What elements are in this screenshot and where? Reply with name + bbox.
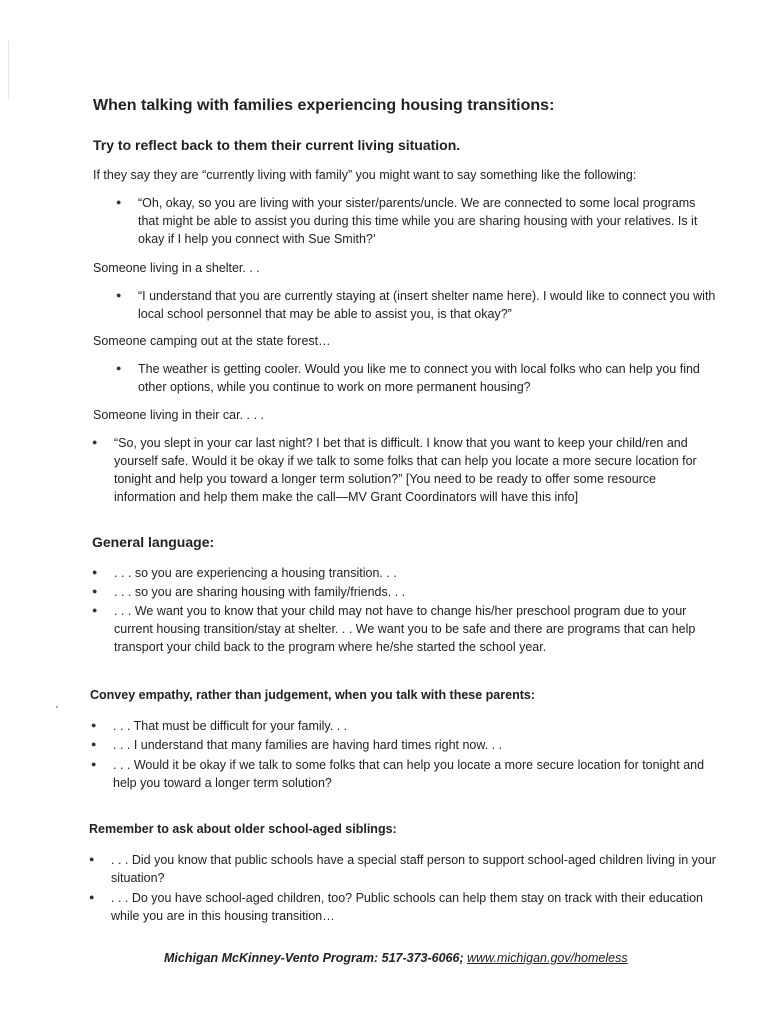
scan-edge (8, 40, 9, 100)
bullet-icon: ● (92, 567, 98, 577)
footer-link[interactable]: www.michigan.gov/homeless (467, 951, 628, 965)
shelter-label: Someone living in a shelter. . . (93, 261, 260, 275)
empathy-item: . . . Would it be okay if we talk to some folks that can help you locate a more secure location for tonight and help you toward a longer term solution? (113, 758, 705, 790)
shelter-quote: “I understand that you are currently staying at (insert shelter name here). I would like to connect you with local school personnel that may be able to assist you, is that okay?” (138, 289, 716, 321)
bullet-icon: ● (116, 197, 122, 207)
car-label: Someone living in their car. . . . (93, 408, 264, 422)
family-intro: If they say they are “currently living with family” you might want to say something like the following: (93, 168, 637, 182)
siblings-item: . . . Do you have school-aged children, too? Public schools can help them stay on track with their education while you are in this housing transition… (111, 891, 703, 923)
scan-speck (56, 706, 58, 708)
footer-program: Michigan McKinney-Vento Program: 517-373-6066; (164, 951, 464, 965)
bullet-icon: ● (89, 854, 95, 864)
forest-quote: The weather is getting cooler. Would you like me to connect you with local folks who can help you find other options, while you continue to work on more permanent housing? (138, 362, 700, 394)
bullet-icon: ● (116, 363, 122, 373)
bullet-icon: ● (91, 739, 97, 749)
general-item: . . . so you are experiencing a housing transition. . . (114, 566, 397, 580)
car-quote: “So, you slept in your car last night? I bet that is difficult. I know that you want to keep your child/ren and yourself safe. Would it be okay if we talk to some folks that can help you locate a more secure location for tonight and help you toward a longer term solution?” [You need to be ready to offer some resource information and help them make the call—MV Grant Coordinators will have this info] (114, 436, 697, 504)
bullet-icon: ● (92, 437, 98, 447)
document-title: When talking with families experiencing housing transitions: (93, 97, 555, 114)
siblings-item: . . . Did you know that public schools have a special staff person to support school-aged children living in your situation? (111, 853, 716, 885)
bullet-icon: ● (116, 290, 122, 300)
empathy-item: . . . I understand that many families are having hard times right now. . . (113, 738, 503, 752)
general-item: . . . We want you to know that your child may not have to change his/her preschool program due to your current housing transition/stay at shelter. . . We want you to be safe and there are programs that can help transport your child back to the program where he/she started the school year. (114, 604, 696, 654)
empathy-item: . . . That must be difficult for your family. . . (113, 719, 348, 733)
forest-label: Someone camping out at the state forest… (93, 334, 331, 348)
bullet-icon: ● (92, 586, 98, 596)
siblings-heading: Remember to ask about older school-aged siblings: (89, 822, 397, 836)
bullet-icon: ● (89, 892, 95, 902)
bullet-icon: ● (91, 720, 97, 730)
bullet-icon: ● (92, 605, 98, 615)
empathy-heading: Convey empathy, rather than judgement, when you talk with these parents: (90, 688, 535, 702)
general-heading: General language: (92, 534, 215, 550)
family-quote: “Oh, okay, so you are living with your sister/parents/uncle. We are connected to some local programs that might be able to assist you during this time while you are sharing housing with your relatives. Is it okay if I help you connect with Sue Smith?’ (138, 196, 698, 246)
footer (164, 951, 628, 965)
bullet-icon: ● (91, 759, 97, 769)
reflect-heading: Try to reflect back to them their current living situation. (93, 137, 461, 153)
general-item: . . . so you are sharing housing with family/friends. . . (114, 585, 406, 599)
